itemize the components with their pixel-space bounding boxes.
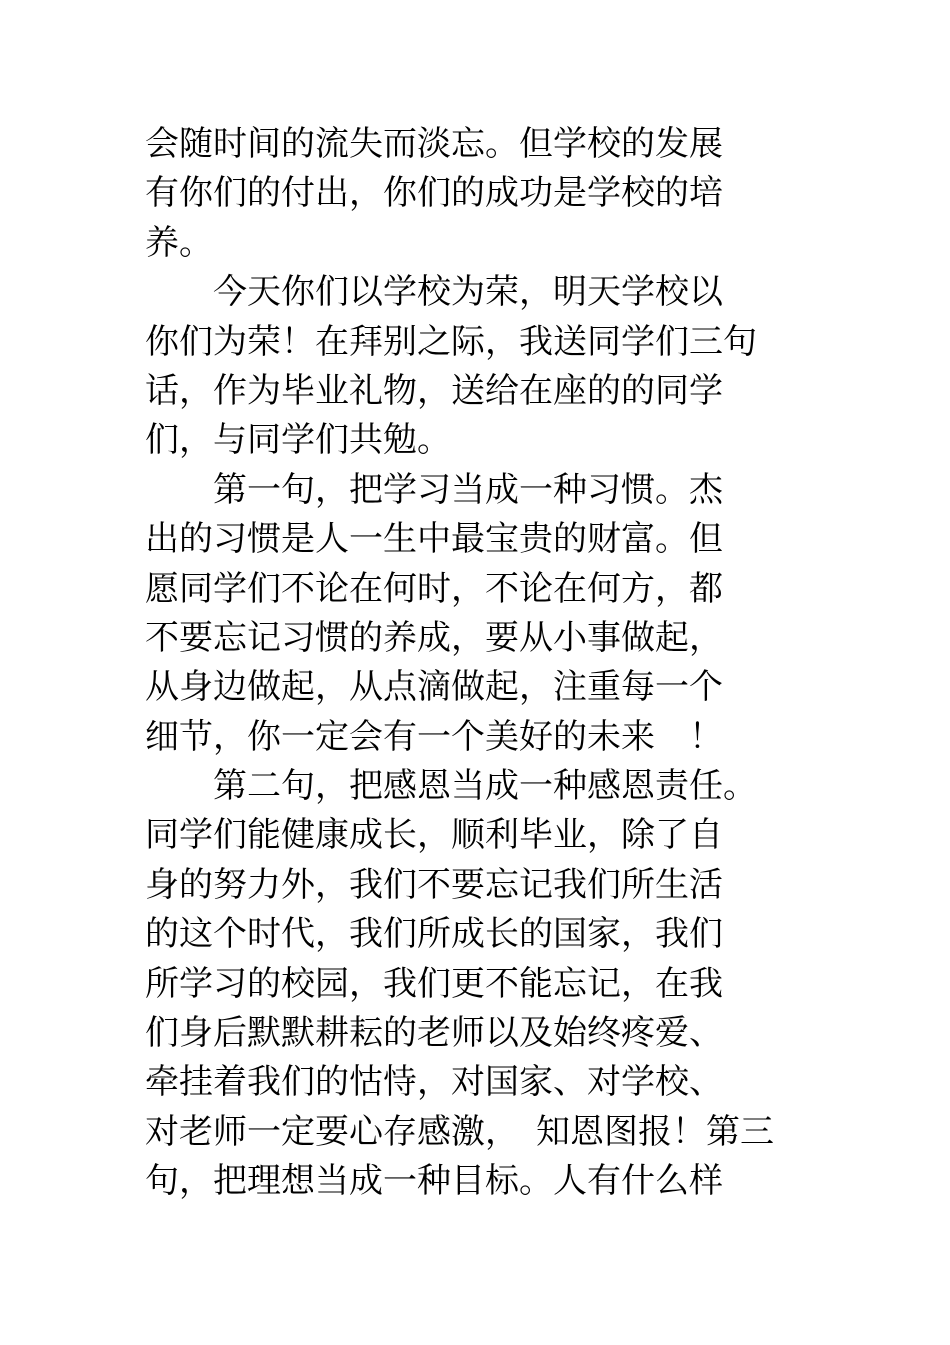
text-line: 会随时间的流失而淡忘。但学校的发展: [145, 124, 723, 164]
text-line: 对老师一定要心存感激， 知恩图报！第三: [145, 1111, 774, 1152]
text-line: 细节，你一定会有一个美好的未来 ！: [145, 716, 723, 757]
text-line: 有你们的付出，你们的成功是学校的培: [145, 173, 723, 214]
text-line: 不要忘记习惯的养成，要从小事做起，: [145, 617, 723, 658]
text-line: 同学们能健康成长，顺利毕业，除了自: [145, 815, 723, 856]
text-line: 从身边做起，从点滴做起，注重每一个: [145, 667, 723, 708]
text-line: 出的习惯是人一生中最宝贵的财富。但: [145, 519, 723, 560]
text-line: 第一句，把学习当成一种习惯。杰: [145, 469, 723, 510]
text-line: 今天你们以学校为荣，明天学校以: [145, 272, 723, 313]
text-line: 身的努力外，我们不要忘记我们所生活: [145, 864, 723, 905]
text-line: 们，与同学们共勉。: [145, 420, 451, 461]
text-line: 话，作为毕业礼物，送给在座的的同学: [145, 370, 723, 411]
body-text: [145, 120, 825, 1207]
text-line: 你们为荣！在拜别之际，我送同学们三句: [145, 321, 757, 362]
text-line: 养。: [145, 222, 213, 263]
text-line: 所学习的校园，我们更不能忘记，在我: [145, 963, 723, 1004]
text-line: 们身后默默耕耘的老师以及始终疼爱、: [145, 1013, 723, 1054]
text-line: 句，把理想当成一种目标。人有什么样: [145, 1161, 723, 1202]
text-line: 的这个时代，我们所成长的国家，我们: [145, 914, 723, 955]
text-line: 愿同学们不论在何时，不论在何方，都: [145, 568, 723, 609]
text-line: 牵挂着我们的怙恃，对国家、对学校、: [145, 1062, 723, 1103]
text-line: 第二句，把感恩当成一种感恩责任。: [145, 766, 757, 807]
